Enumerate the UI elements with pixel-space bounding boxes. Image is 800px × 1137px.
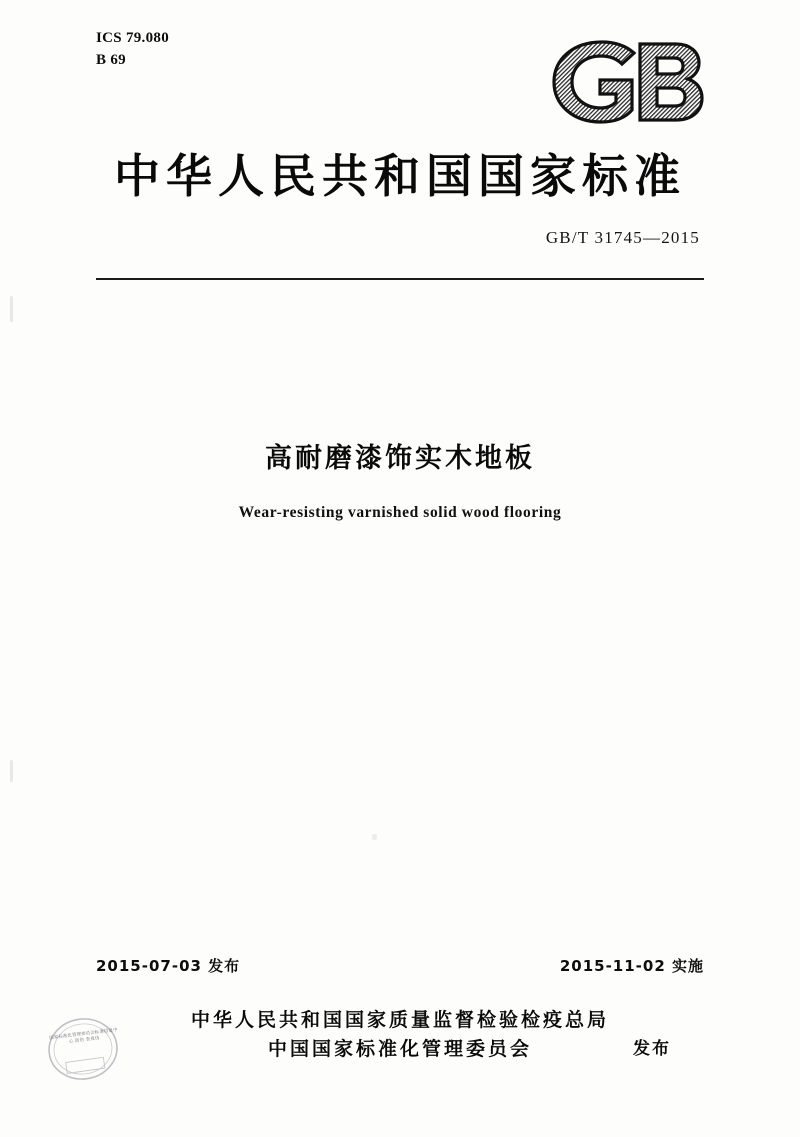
stamp-text: 国家标准化管理委员会标准信息中心 防伪 查真伪 <box>49 1027 119 1045</box>
document-title-chinese: 高耐磨漆饰实木地板 <box>265 443 535 474</box>
ics-code: ICS 79.080 <box>96 30 170 46</box>
gb-national-standard-emblem-icon <box>544 36 712 128</box>
scan-artifact <box>10 760 13 782</box>
effective-date: 2015-11-02 实施 <box>559 957 704 975</box>
ics-classification-block <box>96 28 169 72</box>
round-verification-stamp-icon <box>40 1010 126 1088</box>
scan-artifact <box>10 296 13 322</box>
standard-number: GB/T 31745—2015 <box>545 228 700 247</box>
document-title-english: Wear-resisting varnished solid wood flooring <box>238 504 562 521</box>
publisher-line-2: 中国国家标准化管理委员会 <box>267 1037 532 1060</box>
header-divider <box>96 278 704 280</box>
classification-code: B 69 <box>96 51 126 68</box>
publisher-wrap <box>190 1006 671 1063</box>
page-title: 中华人民共和国国家标准 <box>114 149 686 203</box>
issue-date: 2015-07-03 发布 <box>96 957 241 975</box>
publish-word: 发布 <box>633 1039 671 1059</box>
publisher-line-1: 中华人民共和国国家质量监督检验检疫总局 <box>190 1009 609 1031</box>
scan-artifact <box>372 834 377 840</box>
